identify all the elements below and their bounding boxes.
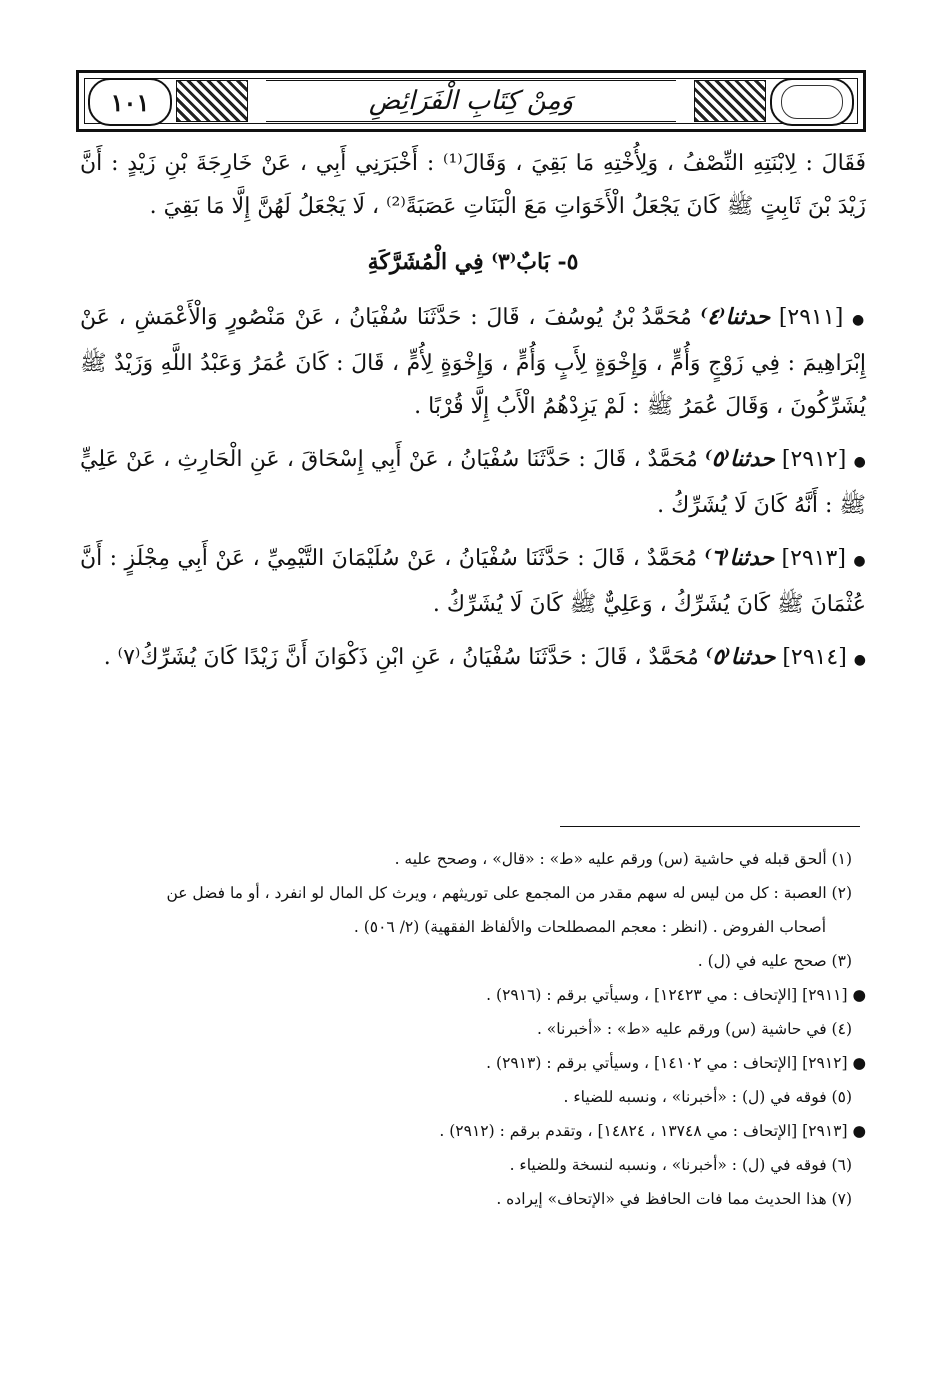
hadith-text: مُحَمَّدٌ ، قَالَ : حَدَّثَنَا سُفْيَانُ ، عَنْ أَبِي إِسْحَاقَ ، عَنِ الْحَارِثِ ، عَنْ عَلِيٍّ ﷺ : أَنَّهُ كَانَ لَا يُشَرِّكُ .: [80, 447, 866, 518]
footnotes: [80, 842, 866, 1216]
page-header: [76, 70, 866, 132]
page-number: ١٠١: [110, 87, 150, 117]
hadith-text: مُحَمَّدُ بْنُ يُوسُفَ ، قَالَ : حَدَّثَنَا سُفْيَانُ ، عَنْ مَنْصُورٍ وَالْأَعْمَشِ ، عَنْ إِبْرَاهِيمَ : فِي زَوْجٍ وَأُمٍّ ، وَإِخْوَةٍ لِأَبٍ وَأُمٍّ ، وَإِخْوَةٍ لِأُمٍّ ، قَالَ : كَانَ عُمَرُ وَعَبْدُ اللَّهِ وَزَيْدٌ ﷺ يُشَرِّكُونَ ، وَقَالَ عُمَرُ ﷺ : لَمْ يَزِدْهُمُ الْأَبُ إِلَّا قُرْبًا .: [80, 305, 866, 419]
takhrij-2913: ● [٢٩١٣] [الإتحاف : مي ١٣٧٤٨ ، ١٤٨٢٤] ، وتقدم برقم : (٢٩١٢) .: [439, 1122, 866, 1140]
hadith-sanad: حدثنا⁽٥⁾: [705, 644, 776, 670]
hadith-2911: [80, 296, 866, 428]
hadith-2913: [80, 537, 866, 626]
hadith-number: [٢٩١١]: [778, 305, 844, 330]
hadith-2912: [80, 438, 866, 527]
ornament-left: [176, 80, 248, 122]
bullet-icon: ●: [853, 652, 866, 668]
hadith-sanad: حدثنا⁽٥⁾: [705, 446, 775, 472]
footnote-2-continued: أصحاب الفروض . (انظر : معجم المصطلحات والألفاظ الفقهية) (٢/ ٥٠٦) .: [353, 918, 826, 936]
takhrij-2911: ● [٢٩١١] [الإتحاف : مي ١٢٤٢٣] ، وسيأتي برقم : (٢٩١٦) .: [486, 986, 866, 1004]
hadith-text: مُحَمَّدٌ ، قَالَ : حَدَّثَنَا سُفْيَانُ ، عَنْ سُلَيْمَانَ التَّيْمِيِّ ، عَنْ أَبِي مِجْلَزٍ : أَنَّ عُثْمَانَ ﷺ كَانَ يُشَرِّكُ ، وَعَلِيٌّ ﷺ كَانَ لَا يُشَرِّكُ .: [80, 546, 866, 617]
page-body: [80, 142, 866, 682]
hadith-sanad: حدثنا⁽٤⁾: [700, 304, 771, 330]
footnote-4: (٤) في حاشية (س) ورقم عليه «ط» : «أخبرنا» .: [536, 1020, 852, 1038]
hadith-number: [٢٩١٤]: [782, 645, 847, 670]
footnote-5: (٥) فوقه في (ل) : «أخبرنا» ، ونسبه للضياء .: [563, 1088, 852, 1106]
bullet-icon: ●: [853, 553, 867, 569]
footnote-3: (٣) صحح عليه في (ل) .: [697, 952, 852, 970]
hadith-text: مُحَمَّدٌ ، قَالَ : حَدَّثَنَا سُفْيَانُ ، عَنِ ابْنِ ذَكْوَانَ أَنَّ زَيْدًا كَانَ يُشَرِّكُ⁽٧⁾ .: [103, 645, 699, 670]
footnote-1: (١) ألحق قبله في حاشية (س) ورقم عليه «ط» : «قال» ، وصحح عليه .: [394, 850, 852, 868]
footnote-7: (٧) هذا الحديث مما فات الحافظ في «الإتحاف» إيراده .: [496, 1190, 852, 1208]
hadith-2914: [80, 636, 866, 682]
takhrij-2912: ● [٢٩١٢] [الإتحاف : مي ١٤١٠٢] ، وسيأتي برقم : (٢٩١٣) .: [486, 1054, 866, 1072]
hadith-number: [٢٩١٣]: [781, 546, 846, 571]
footnote-separator: [560, 826, 860, 827]
bullet-icon: ●: [852, 312, 866, 328]
ornament-right: [694, 80, 766, 122]
bullet-icon: ●: [853, 454, 867, 470]
publisher-seal: [770, 78, 854, 126]
section-heading: ٥- بَابٌ⁽٣⁾ فِي الْمُشَرَّكَةِ: [367, 249, 579, 275]
hadith-sanad: حدثنا⁽٦⁾: [704, 545, 775, 571]
hadith-number: [٢٩١٢]: [781, 447, 847, 472]
seal-logo-icon: [781, 85, 843, 119]
footnote-2: (٢) العصبة : كل من ليس له سهم مقدر من المجمع على توريثهم ، ويرث كل المال لو انفرد ، أو ما فضل عن: [166, 884, 852, 902]
footnote-6: (٦) فوقه في (ل) : «أخبرنا» ، ونسبه لنسخة وللضياء .: [509, 1156, 852, 1174]
page-number-badge: [88, 78, 172, 126]
intro-paragraph: فَقَالَ : لِابْنَتِهِ النِّصْفُ ، وَلِأُخْتِهِ مَا بَقِيَ ، وَقَالَ⁽¹⁾ : أَخْبَرَنِي أَبِي ، عَنْ خَارِجَةَ بْنِ زَيْدٍ : أَنَّ زَيْدَ بْنَ ثَابِتٍ ﷺ كَانَ يَجْعَلُ الْأَخَوَاتِ مَعَ الْبَنَاتِ عَصَبَةً⁽²⁾ ، لَا يَجْعَلُ لَهُنَّ إِلَّا مَا بَقِيَ .: [80, 151, 866, 219]
running-title: وَمِنْ كِتَابِ الْفَرَائِضِ: [266, 80, 676, 122]
